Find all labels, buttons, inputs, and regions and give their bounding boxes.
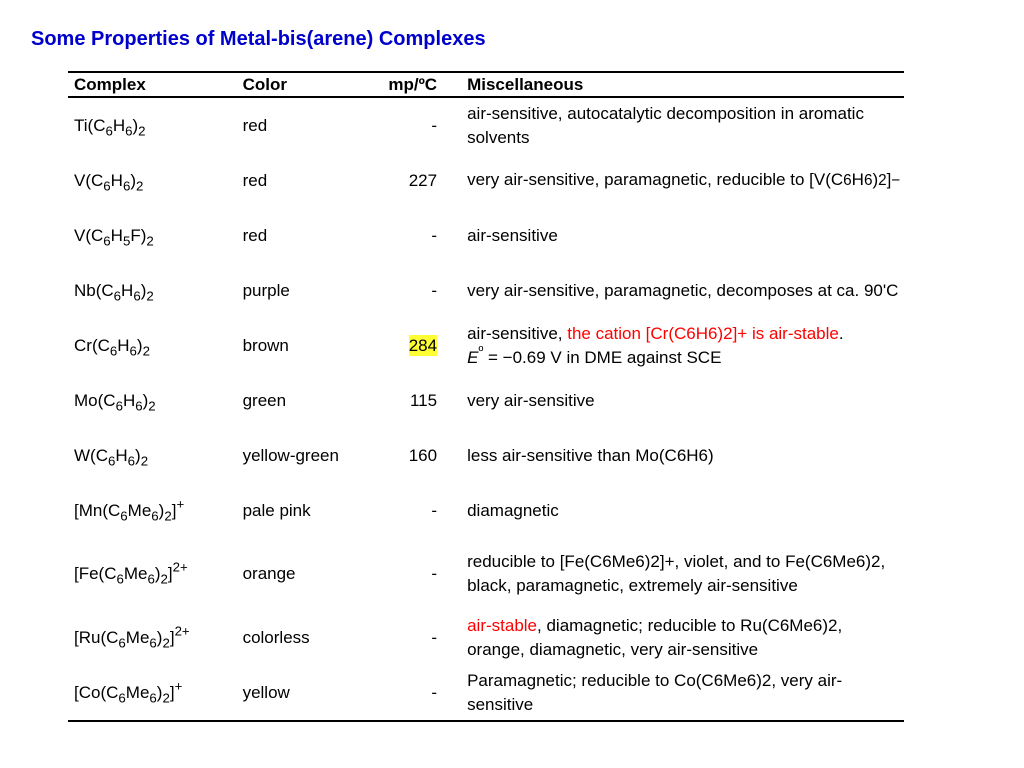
complex-formula: $V(C_6H_5F)_2$ [74,225,154,249]
complex-formula: $[Mn(C_6Me_6)_2]^+$ [74,496,185,524]
color-cell: orange [242,564,296,583]
mp-cell: - [431,115,438,135]
mp-highlight: 284 [408,335,438,355]
table-row [68,483,904,538]
misc-cell: very air-sensitive, paramagnetic, reducible to [V(C6H6)2]− [467,170,901,189]
misc-cell: air-sensitive [467,225,558,245]
complex-formula: $[Fe(C_6Me_6)_2]^{2+}$ [74,559,188,587]
color-cell: red [242,225,268,245]
table-row [68,318,904,373]
mp-cell: - [431,225,438,245]
complex-formula: $[Ru(C_6Me_6)_2]^{2+}$ [74,623,190,651]
misc-cell: air-stable, diamagnetic; reducible to Ru(C6Me6)2, orange, diamagnetic, very air-sensitive [467,615,843,659]
mp-cell: - [431,500,438,520]
header-complex: Complex [74,74,146,94]
misc-cell: very air-sensitive [467,390,595,410]
page-title: Some Properties of Metal-bis(arene) Complexes [31,28,486,50]
color-cell: yellow [242,682,290,702]
complex-formula: $Ti(C_6H_6)_2$ [74,115,146,139]
complex-formula: $Cr(C_6H_6)_2$ [74,335,150,359]
misc-cell: very air-sensitive, paramagnetic, decomposes at ca. 90'C [467,280,899,300]
mp-cell: - [431,682,438,702]
misc-cell: less air-sensitive than Mo(C6H6) [467,445,714,465]
misc-cell: diamagnetic [467,500,559,520]
table-row [68,153,904,208]
mp-cell [385,336,437,356]
mp-cell: - [431,280,438,300]
mp-cell: - [431,627,438,647]
complex-formula: $[Co(C_6Me_6)_2]^+$ [74,678,183,706]
table-row [68,98,904,153]
complex-formula: $V(C_6H_6)_2$ [74,170,144,194]
misc-cell: Paramagnetic; reducible to Co(C6Me6)2, very air-sensitive [467,670,843,714]
header-mp: mp/ºC [388,74,438,94]
mp-cell: 115 [409,390,438,410]
misc-cell: air-sensitive, autocatalytic decomposition in aromatic solvents [467,103,864,147]
color-cell: red [242,170,268,190]
table-row [68,428,904,483]
misc-cell: air-sensitive, the cation [Cr(C6H6)2]+ is air-stable. $E^º = -0.69$ V in DME against SCE [467,323,844,367]
color-cell: pale pink [242,500,311,520]
color-cell: brown [242,335,289,355]
table-header [68,73,904,98]
header-misc: Miscellaneous [467,74,584,94]
table-row [68,538,904,610]
air-stable-note: the cation [Cr(C6H6)2]+ is air-stable [567,323,839,343]
table-row [68,263,904,318]
color-cell: red [242,115,268,135]
color-cell: green [242,390,287,410]
air-stable-label: air-stable [467,615,538,635]
complex-formula: $Mo(C_6H_6)_2$ [74,390,156,414]
complex-formula: $W(C_6H_6)_2$ [74,445,149,469]
misc-cell: reducible to [Fe(C6Me6)2]+, violet, and to Fe(C6Me6)2, black, paramagnetic, extremely air-sensitive [467,552,886,595]
complex-formula: $Nb(C_6H_6)_2$ [74,280,154,304]
color-cell: colorless [242,627,310,647]
mp-cell: 227 [408,170,438,190]
table-row [68,610,904,665]
mp-cell: 160 [408,445,438,465]
properties-table [68,71,904,722]
table-row [68,665,904,720]
color-cell: yellow-green [242,445,339,465]
color-cell: purple [242,280,290,300]
header-color: Color [242,74,287,94]
table-row [68,373,904,428]
mp-cell: - [431,564,438,583]
table-row [68,208,904,263]
